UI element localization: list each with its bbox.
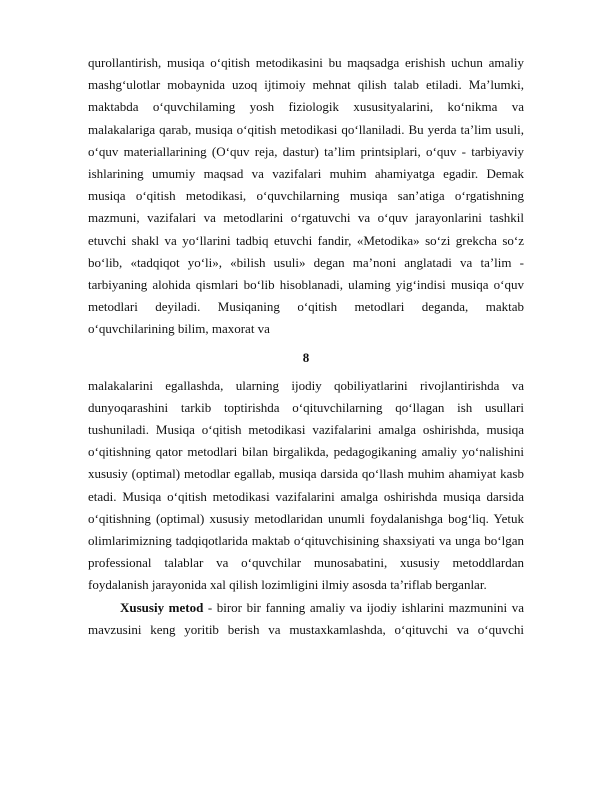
term-definition: - biror bir fanning amaliy va ijodiy ishlarini mazmunini va mavzusini keng yoritib berish va mustaxkamlashda, o‘qituvchi va o‘quvchi (88, 599, 524, 637)
paragraph-methods: malakalarini egallashda, ularning ijodiy qobiliyatlarini rivojlantirishda va dunyoqarashini tarkib toptirishda o‘qituvchilarning qo‘llagan ish usullari tushuniladi. Musiqa o‘qitish metodikasi vazifalarini amalga oshirishda, musiqa o‘qitishning qator metodlari bilan birgalikda, pedagogikaning amaliy yo‘nalishini xususiy (optimal) metodlar egallab, musiqa darsida qo‘llash muhim ahamiyat kasb etadi. Musiqa o‘qitish metodikasi vazifalarini amalga oshirishda musiqa darsida o‘qitishning (optimal) xususiy metodlaridan unumli foydalanishga bog‘liq. Yetuk olimlarimizning tadqiqotlarida maktab o‘qituvchisining shaxsiyati va unga bo‘lgan professional talablar va o‘quvchilar munosabatini, xususiy metoddlardan foydalanish jarayonida xal qilish lozimligini ilmiy asosda ta’riflab berganlar. (88, 377, 524, 593)
document-page (88, 52, 524, 641)
paragraph-special-method (88, 597, 524, 641)
term-xususiy-metod: Xususiy metod (120, 599, 204, 615)
page-number: 8 (302, 349, 310, 365)
paragraph-continuation: qurollantirish, musiqa o‘qitish metodikasini bu maqsadga erishish uchun amaliy mashg‘ulotlar mobaynida uzoq ijtimoiy mehnat qilish talab etiladi. Ma’lumki, maktabda o‘quvchilaming yosh fiziologik xususityalarini, ko‘nikma va malakalariga qarab, musiqa o‘qitish metodikasi qo‘llaniladi. Bu yerda ta’lim usuli, o‘quv materiallarining (O‘quv reja, dastur) ta’lim printsiplari, o‘quv - tarbiyaviy ishlarining umumiy maqsad va vazifalari muhim ahamiyatga egadir. Demak musiqa o‘qitish metodikasi, o‘quvchilarning musiqa san’atiga o‘rgatishning mazmuni, vazifalari va metodlarini o‘rgatuvchi va o‘quv jarayonlarini tashkil etuvchi shakl va yo‘llarini tadbiq etuvchi fandir, «Metodika» so‘zi grekcha so‘z bo‘lib, «tadqiqot yo‘li», «bilish usuli» degan ma’noni anglatadi va ta’lim - tarbiyaning alohida qismlari bo‘lib hisoblanadi, ulaming yig‘indisi musiqa o‘quv metodlari deyiladi. Musiqaning o‘qitish metodlari deganda, maktab o‘quvchilarining bilim, maxorat va (88, 55, 524, 337)
